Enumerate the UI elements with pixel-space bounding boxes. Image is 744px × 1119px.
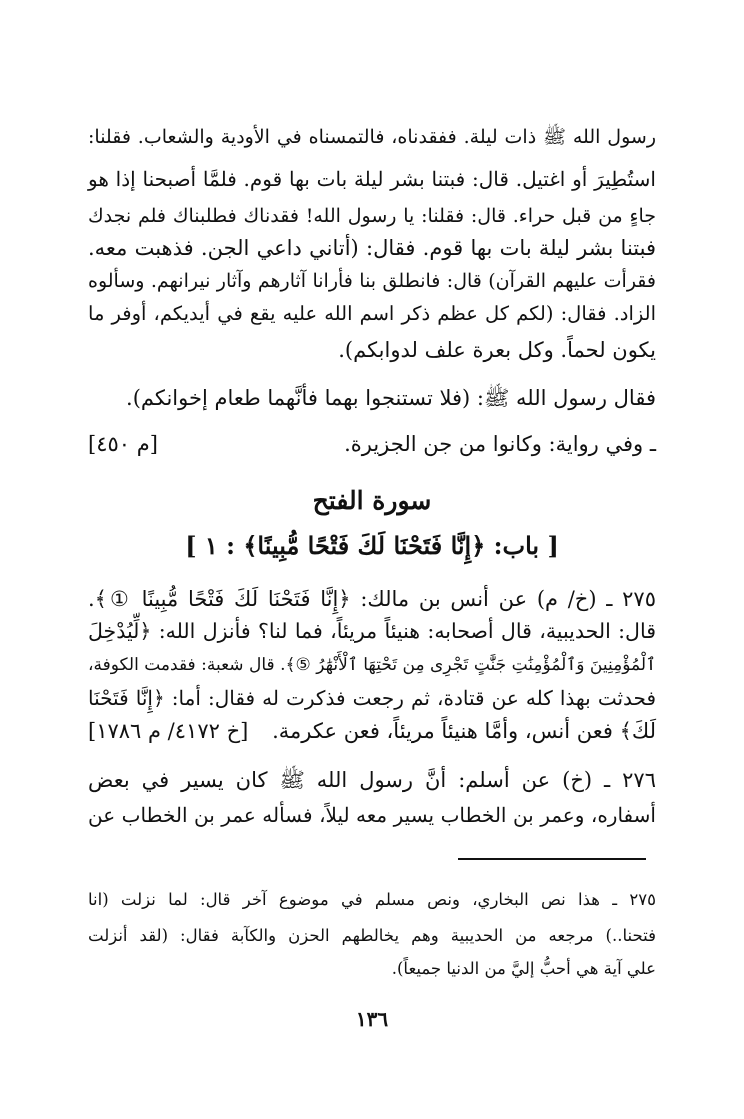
text-line: فقرأت عليهم القرآن) قال: فانطلق بنا فأرانا آثارهم وآثار نيرانهم. وسألوه (88, 270, 656, 292)
hadith-275-last-text: لَكَ﴾ فعن أنس، وأمَّا هنيئاً مريئاً، فعن عكرمة. (272, 719, 656, 743)
hadith-276-line: أسفاره، وعمر بن الخطاب يسير معه ليلاً، فسأله عمر بن الخطاب عن (88, 803, 656, 827)
text-line: الزاد. فقال: (لكم كل عظم ذكر اسم الله عليه يقع في أيديكم، أوفر ما (88, 302, 656, 325)
riwaya-reference: [م ٤٥٠] (88, 432, 158, 456)
riwaya-text: ـ وفي رواية: وكانوا من جن الجزيرة. (344, 432, 656, 456)
footnote-separator (458, 858, 646, 860)
text-line: رسول الله ﷺ ذات ليلة. ففقدناه، فالتمسناه في الأودية والشعاب. فقلنا: (88, 126, 656, 148)
hadith-275-line: قال: الحديبية، قال أصحابه: هنيئاً مريئاً، فما لنا؟ فأنزل الله: ﴿لِّيُدْخِلَ (88, 619, 656, 643)
bab-heading: [ باب: ﴿إِنَّا فَتَحْنَا لَكَ فَتْحًا مُّبِينًا﴾ : ١ ] (185, 531, 559, 560)
riwaya-line (88, 429, 656, 459)
text-line: يكون لحماً. وكل بعرة علف لدوابكم). (338, 338, 656, 362)
hadith-276-line: ٢٧٦ ـ (خ) عن أسلم: أنَّ رسول الله ﷺ كان يسير في بعض (88, 768, 656, 792)
hadith-275-last-line (88, 716, 656, 746)
hadith-275-line: ٱلْمُؤْمِنِينَ وَٱلْمُؤْمِنَٰتِ جَنَّٰتٍ تَجْرِى مِن تَحْتِهَا ٱلْأَنْهَٰرُ ⑤﴾. قال شعبة: فقدمت الكوفة، (88, 655, 656, 675)
hadith-275-reference: [خ ٤١٧٢/ م ١٧٨٦] (88, 719, 249, 743)
text-line: استُطِيرَ أو اغتيل. قال: فبتنا بشر ليلة بات بها قوم. فلمَّا أصبحنا إذا هو (88, 167, 656, 191)
hadith-275-line: ٢٧٥ ـ (خ/ م) عن أنس بن مالك: ﴿إِنَّا فَتَحْنَا لَكَ فَتْحًا مُّبِينًا ①﴾. (88, 587, 656, 611)
footnote-line: فتحنا..) مرجعه من الحديبية وهم يخالطهم الحزن والكآبة فقال: (لقد أنزلت (88, 926, 656, 945)
text-line: جاءٍ من قبل حراء. قال: فقلنا: يا رسول الله! فقدناك فطلبناك فلم نجدك (88, 205, 656, 227)
footnote-line: ٢٧٥ ـ هذا نص البخاري، ونص مسلم في موضوع آخر قال: لما نزلت (انا (88, 890, 656, 909)
hadith-275-line: فحدثت بهذا كله عن قتادة، ثم رجعت فذكرت له فقال: أما: ﴿إِنَّا فَتَحْنَا (88, 686, 656, 710)
page-number: ١٣٦ (355, 1007, 389, 1031)
text-line: فقال رسول الله ﷺ: (فلا تستنجوا بهما فأنَّهما طعام إخوانكم). (126, 386, 656, 410)
text-line: فبتنا بشر ليلة بات بها قوم. فقال: (أتاني داعي الجن. فذهبت معه. (88, 236, 656, 260)
footnote-line: علي آية هي أحبُّ إليَّ من الدنيا جميعاً). (391, 959, 656, 978)
surah-title: سورة الفتح (312, 486, 432, 515)
